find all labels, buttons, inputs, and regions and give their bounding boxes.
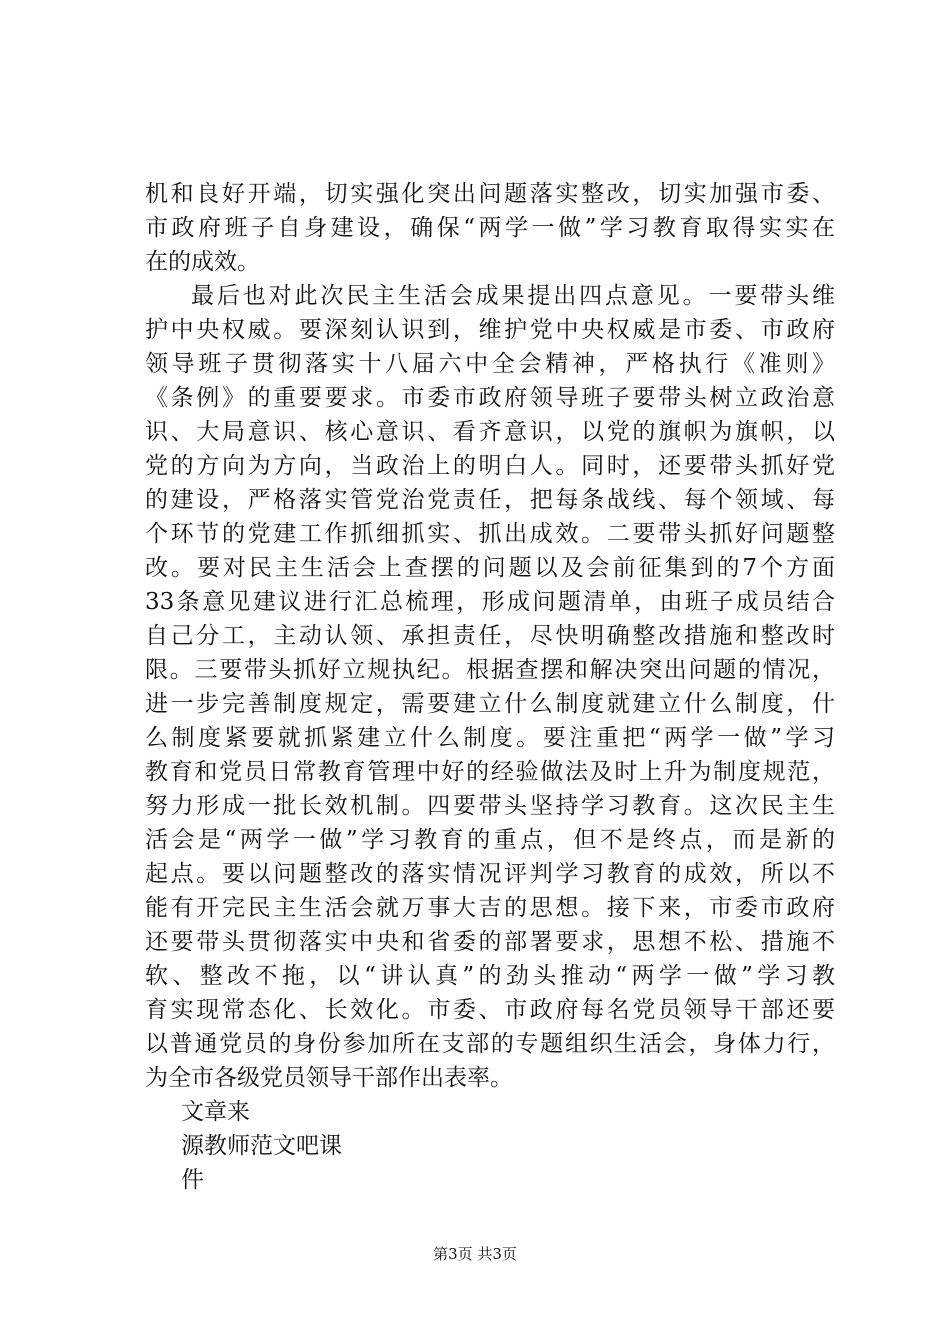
text-line: 个环节的党建工作抓细抓实、抓出成效。二要带头抓好问题整	[145, 521, 835, 547]
text-line: 为全市各级党员领导干部作出表率。	[145, 1065, 513, 1091]
text-line: 还要带头贯彻落实中央和省委的部署要求，思想不松、措施不	[145, 929, 835, 955]
text-line: 机和良好开端，切实强化突出问题落实整改，切实加强市委、	[145, 181, 835, 207]
text-line: 进一步完善制度规定，需要建立什么制度就建立什么制度，什	[145, 691, 835, 717]
text-line: 以普通党员的身份参加所在支部的专题组织生活会，身体力行，	[145, 1031, 835, 1057]
text-line: 软、整改不拖，以“讲认真”的劲头推动“两学一做”学习教	[145, 963, 835, 989]
text-line: 在的成效。	[145, 249, 260, 275]
source-note-line: 件	[181, 1167, 204, 1193]
text-line: 领导班子贯彻落实十八届六中全会精神，严格执行《准则》	[145, 351, 835, 377]
text-line: 识、大局意识、核心意识、看齐意识，以党的旗帜为旗帜，以	[145, 419, 835, 445]
text-line: 33条意见建议进行汇总梳理，形成问题清单，由班子成员结合	[145, 589, 835, 615]
text-line: 教育和党员日常教育管理中好的经验做法及时上升为制度规范，	[145, 759, 835, 785]
text-line: 党的方向为方向，当政治上的明白人。同时，还要带头抓好党	[145, 453, 835, 479]
text-line: 市政府班子自身建设，确保“两学一做”学习教育取得实实在	[145, 215, 835, 241]
paragraph-first-line: 最后也对此次民主生活会成果提出四点意见。一要带头维	[191, 283, 835, 309]
text-line: 自己分工，主动认领、承担责任，尽快明确整改措施和整改时	[145, 623, 835, 649]
text-line: 的建设，严格落实管党治党责任，把每条战线、每个领域、每	[145, 487, 835, 513]
text-line: 限。三要带头抓好立规执纪。根据查摆和解决突出问题的情况，	[145, 657, 835, 683]
text-line: 活会是“两学一做”学习教育的重点，但不是终点，而是新的	[145, 827, 835, 853]
page-number: 第3页 共3页	[433, 1245, 517, 1263]
text-line: 育实现常态化、长效化。市委、市政府每名党员领导干部还要	[145, 997, 835, 1023]
text-line: 起点。要以问题整改的落实情况评判学习教育的成效，所以不	[145, 861, 835, 887]
text-line: 改。要对民主生活会上查摆的问题以及会前征集到的7个方面	[145, 555, 835, 581]
page-footer	[0, 1244, 950, 1264]
source-note-line: 源教师范文吧课	[181, 1133, 342, 1159]
text-line: 么制度紧要就抓紧建立什么制度。要注重把“两学一做”学习	[145, 725, 835, 751]
source-note-line: 文章来	[181, 1099, 250, 1125]
text-line: 能有开完民主生活会就万事大吉的思想。接下来，市委市政府	[145, 895, 835, 921]
document-body	[145, 177, 835, 1197]
text-line: 护中央权威。要深刻认识到，维护党中央权威是市委、市政府	[145, 317, 835, 343]
text-line: 《条例》的重要要求。市委市政府领导班子要带头树立政治意	[145, 385, 835, 411]
text-line: 努力形成一批长效机制。四要带头坚持学习教育。这次民主生	[145, 793, 835, 819]
